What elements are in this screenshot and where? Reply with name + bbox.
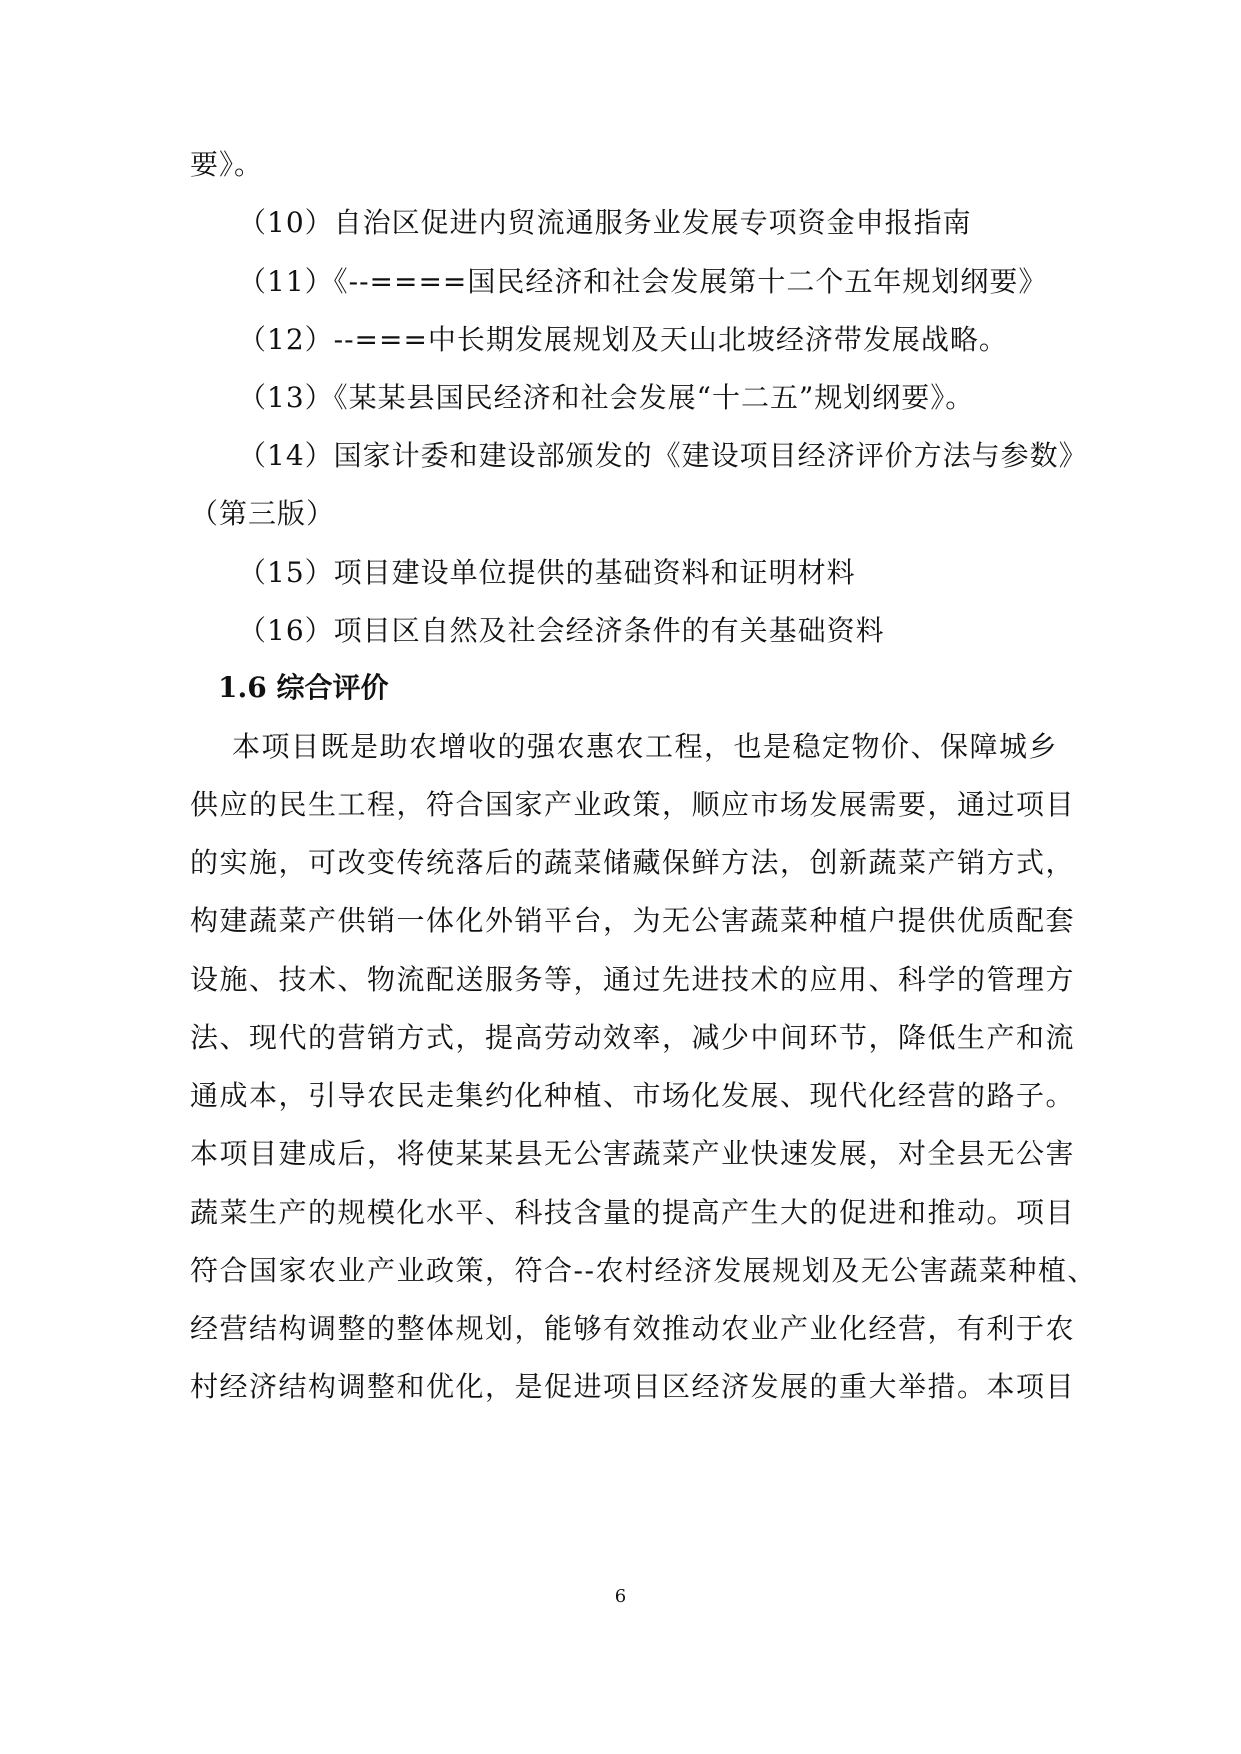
body-line: 村经济结构调整和优化，是促进项目区经济发展的重大举措。本项目 xyxy=(190,1370,1076,1403)
reference-item-15: （15）项目建设单位提供的基础资料和证明材料 xyxy=(238,556,856,589)
body-line: 经营结构调整的整体规划，能够有效推动农业产业化经营，有利于农 xyxy=(190,1312,1076,1345)
reference-item-14-continued: （第三版） xyxy=(190,497,336,530)
body-line: 供应的民生工程，符合国家产业政策，顺应市场发展需要，通过项目 xyxy=(190,788,1076,821)
section-heading: 1.6 综合评价 xyxy=(218,671,389,704)
body-line: 设施、技术、物流配送服务等，通过先进技术的应用、科学的管理方 xyxy=(190,963,1076,996)
body-line: 构建蔬菜产供销一体化外销平台，为无公害蔬菜种植户提供优质配套 xyxy=(190,904,1076,937)
reference-item-14: （14）国家计委和建设部颁发的《建设项目经济评价方法与参数》 xyxy=(238,439,1088,472)
page-number: 6 xyxy=(614,1586,627,1607)
body-line: 本项目既是助农增收的强农惠农工程，也是稳定物价、保障城乡 xyxy=(232,730,1059,763)
reference-item-16: （16）项目区自然及社会经济条件的有关基础资料 xyxy=(238,614,885,647)
continuation-line: 要》。 xyxy=(190,148,264,181)
body-line: 符合国家农业产业政策，符合--农村经济发展规划及无公害蔬菜种植、 xyxy=(190,1254,1097,1287)
reference-item-10: （10）自治区促进内贸流通服务业发展专项资金申报指南 xyxy=(238,206,972,239)
body-line: 通成本，引导农民走集约化种植、市场化发展、现代化经营的路子。 xyxy=(190,1079,1076,1112)
body-line: 蔬菜生产的规模化水平、科技含量的提高产生大的促进和推动。项目 xyxy=(190,1196,1076,1229)
body-line: 的实施，可改变传统落后的蔬菜储藏保鲜方法，创新蔬菜产销方式， xyxy=(190,846,1076,879)
reference-item-11: （11）《--====国民经济和社会发展第十二个五年规划纲要》 xyxy=(238,265,1048,298)
reference-item-12: （12）--===中长期发展规划及天山北坡经济带发展战略。 xyxy=(238,323,1008,356)
body-line: 本项目建成后，将使某某县无公害蔬菜产业快速发展，对全县无公害 xyxy=(190,1137,1076,1170)
reference-item-13: （13）《某某县国民经济和社会发展“十二五”规划纲要》。 xyxy=(238,381,975,414)
body-line: 法、现代的营销方式，提高劳动效率，减少中间环节，降低生产和流 xyxy=(190,1021,1076,1054)
